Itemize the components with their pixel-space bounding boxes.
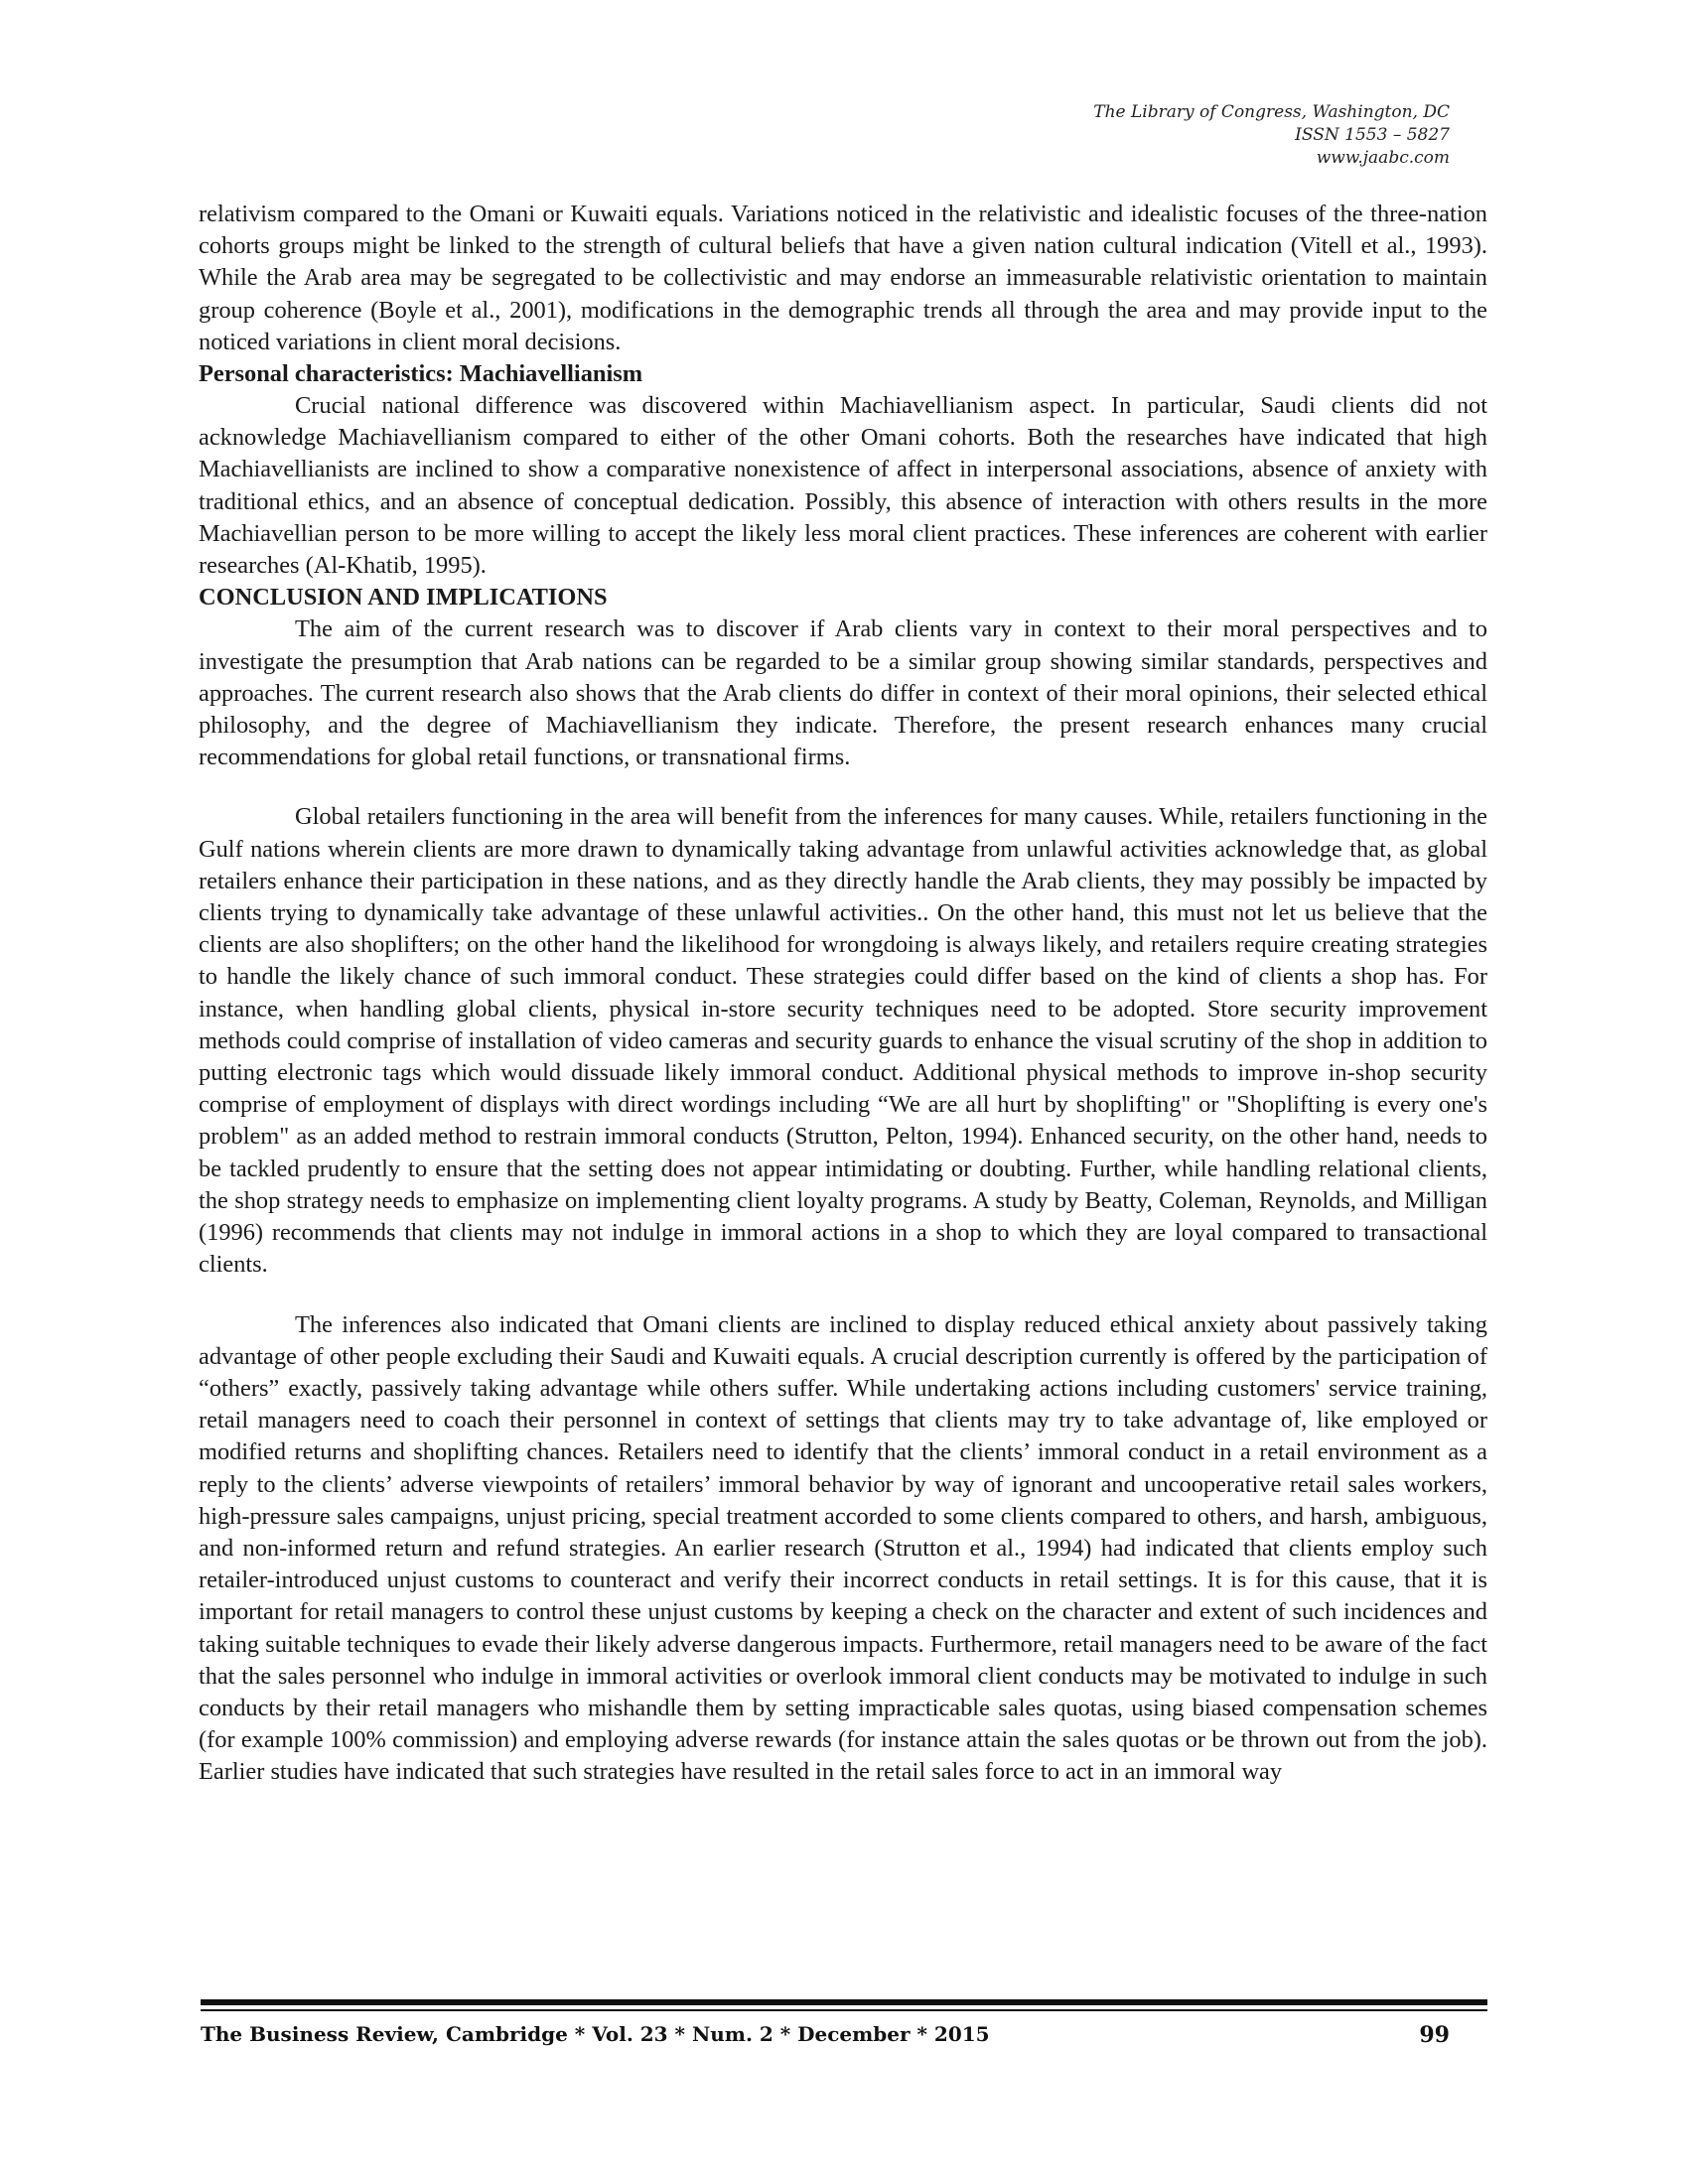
section-title-conclusion: CONCLUSION AND IMPLICATIONS <box>199 584 608 612</box>
header-publisher: The Library of Congress, Washington, DC <box>1093 102 1450 122</box>
running-footer <box>201 2022 1487 2052</box>
footer-journal-citation: The Business Review, Cambridge * Vol. 23 * Num. 2 * December * 2015 <box>201 2022 990 2046</box>
header-website: www.jaabc.com <box>1316 148 1450 168</box>
subheading-machiavellianism: Personal characteristics: Machiavellianism <box>199 360 643 388</box>
header-issn: ISSN 1553 – 5827 <box>1295 125 1450 145</box>
article-body <box>199 199 1487 1789</box>
running-header <box>1093 101 1450 170</box>
footer-rule-thin <box>201 2009 1487 2011</box>
paragraph-conclusion-1: The aim of the current research was to discover if Arab clients vary in context to their moral perspectives and to investigate the presumption that Arab nations can be regarded to be a similar group showing similar standards, perspectives and approaches. The current research also shows that the Arab clients do differ in context of their moral opinions, their selected ethical philosophy, and the degree of Machiavellianism they indicate. Therefore, the present research enhances many crucial recommendations for global retail functions, or transnational firms. <box>199 615 1487 771</box>
paragraph-conclusion-2: Global retailers functioning in the area will benefit from the inferences for many causes. While, retailers functioning in the Gulf nations wherein clients are more drawn to dynamically taking advantage from unlawful activities acknowledge that, as global retailers enhance their participation in these nations, and as they directly handle the Arab clients, they may possibly be impacted by clients trying to dynamically take advantage of these unlawful activities.. On the other hand, this must not let us believe that the clients are also shoplifters; on the other hand the likelihood for wrongdoing is always likely, and retailers require creating strategies to handle the likely chance of such immoral conduct. These strategies could differ based on the kind of clients a shop has. For instance, when handling global clients, physical in-store security techniques need to be adopted. Store security improvement methods could comprise of installation of video cameras and security guards to enhance the visual scrutiny of the shop in addition to putting electronic tags which would dissuade likely immoral conduct. Additional physical methods to improve in-shop security comprise of employment of displays with direct wordings including “We are all hurt by shoplifting" or "Shoplifting is every one's problem" as an added method to restrain immoral conducts (Strutton, Pelton, 1994). Enhanced security, on the other hand, needs to be tackled prudently to ensure that the setting does not appear intimidating or doubting. Further, while handling relational clients, the shop strategy needs to emphasize on implementing client loyalty programs. A study by Beatty, Coleman, Reynolds, and Milligan (1996) recommends that clients may not indulge in immoral actions in a shop to which they are loyal compared to transactional clients. <box>199 803 1487 1279</box>
paragraph-machiavellianism: Crucial national difference was discovered within Machiavellianism aspect. In particular, Saudi clients did not acknowledge Machiavellianism compared to either of the other Omani cohorts. Both the researches have indicated that high Machiavellianists are inclined to show a comparative nonexistence of affect in interpersonal associations, absence of anxiety with traditional ethics, and an absence of conceptual dedication. Possibly, this absence of interaction with others results in the more Machiavellian person to be more willing to accept the likely less moral client practices. These inferences are coherent with earlier researches (Al-Khatib, 1995). <box>199 392 1487 580</box>
footer-rule-thick <box>201 1999 1487 2005</box>
paragraph-continued: relativism compared to the Omani or Kuwaiti equals. Variations noticed in the relativistic and idealistic focuses of the three-nation cohorts groups might be linked to the strength of cultural beliefs that have a given nation cultural indication (Vitell et al., 1993). While the Arab area may be segregated to be collectivistic and may endorse an immeasurable relativistic orientation to maintain group coherence (Boyle et al., 2001), modifications in the demographic trends all through the area and may provide input to the noticed variations in client moral decisions. <box>199 201 1487 355</box>
paragraph-conclusion-3: The inferences also indicated that Omani clients are inclined to display reduced ethical anxiety about passively taking advantage of other people excluding their Saudi and Kuwaiti equals. A crucial description currently is offered by the participation of “others” exactly, passively taking advantage while others suffer. While undertaking actions including customers' service training, retail managers need to coach their personnel in context of settings that clients may try to take advantage of, like employed or modified returns and shoplifting chances. Retailers need to identify that the clients’ immoral conduct in a retail environment as a reply to the clients’ adverse viewpoints of retailers’ immoral behavior by way of ignorant and uncooperative retail sales workers, high-pressure sales campaigns, unjust pricing, special treatment accorded to some clients compared to others, and harsh, ambiguous, and non-informed return and refund strategies. An earlier research (Strutton et al., 1994) had indicated that clients employ such retailer-introduced unjust customs to counteract and verify their incorrect conducts in retail settings. It is for this cause, that it is important for retail managers to control these unjust customs by keeping a check on the character and extent of such incidences and taking suitable techniques to evade their likely adverse dangerous impacts. Furthermore, retail managers need to be aware of the fact that the sales personnel who indulge in immoral activities or overlook immoral client conducts may be motivated to indulge in such conducts by their retail managers who mishandle them by setting impracticable sales quotas, using biased compensation schemes (for example 100% commission) and employing adverse rewards (for instance attain the sales quotas or be thrown out from the job). Earlier studies have indicated that such strategies have resulted in the retail sales force to act in an immoral way <box>199 1310 1487 1786</box>
page-number: 99 <box>1419 2022 1450 2048</box>
